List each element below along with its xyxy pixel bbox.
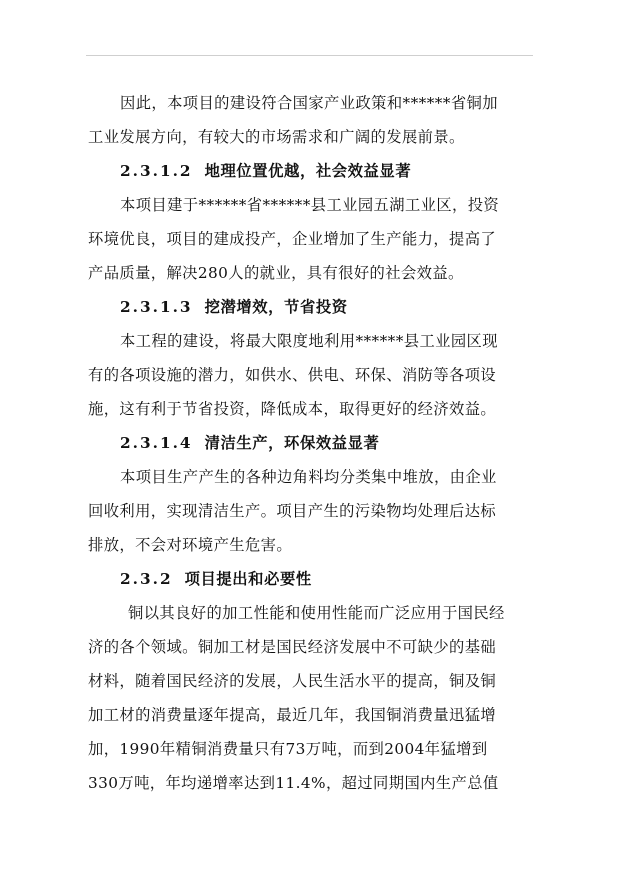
body-line: 330万吨，年均递增率达到11.4%，超过同期国内生产总值 bbox=[88, 774, 499, 792]
section-number: 2.3.1.2 bbox=[120, 162, 193, 180]
header-rule bbox=[86, 55, 533, 56]
body-line: 本项目生产产生的各种边角料均分类集中堆放，由企业 bbox=[120, 468, 497, 486]
section-title: 清洁生产，环保效益显著 bbox=[204, 434, 380, 452]
body-line: 产品质量，解决280人的就业，具有很好的社会效益。 bbox=[88, 264, 464, 282]
body-line: 因此，本项目的建设符合国家产业政策和******省铜加 bbox=[120, 94, 498, 112]
section-number: 2.3.1.4 bbox=[120, 434, 193, 452]
body-line: 本工程的建设，将最大限度地利用******县工业园区现 bbox=[120, 332, 498, 350]
section-heading bbox=[88, 562, 534, 596]
body-line: 本项目建于******省******县工业园五湖工业区，投资 bbox=[120, 196, 500, 214]
body-line: 济的各个领域。铜加工材是国民经济发展中不可缺少的基础 bbox=[88, 638, 497, 656]
section-title: 项目提出和必要性 bbox=[184, 570, 312, 588]
document-body bbox=[88, 86, 534, 800]
section-heading bbox=[88, 426, 534, 460]
body-line: 回收利用，实现清洁生产。项目产生的污染物均处理后达标 bbox=[88, 502, 497, 520]
body-line: 施，这有利于节省投资，降低成本，取得更好的经济效益。 bbox=[88, 400, 497, 418]
body-line: 环境优良，项目的建成投产，企业增加了生产能力，提高了 bbox=[88, 230, 497, 248]
section-number: 2.3.2 bbox=[120, 570, 173, 588]
body-line: 材料，随着国民经济的发展，人民生活水平的提高，铜及铜 bbox=[88, 672, 497, 690]
section-title: 地理位置优越，社会效益显著 bbox=[204, 162, 412, 180]
body-line: 加，1990年精铜消费量只有73万吨，而到2004年猛增到 bbox=[88, 740, 488, 758]
body-line: 铜以其良好的加工性能和使用性能而广泛应用于国民经 bbox=[128, 604, 505, 622]
body-line: 加工材的消费量逐年提高，最近几年，我国铜消费量迅猛增 bbox=[88, 706, 497, 724]
body-line: 工业发展方向，有较大的市场需求和广阔的发展前景。 bbox=[88, 128, 465, 146]
section-heading bbox=[88, 154, 534, 188]
body-line: 有的各项设施的潜力，如供水、供电、环保、消防等各项设 bbox=[88, 366, 497, 384]
body-line: 排放，不会对环境产生危害。 bbox=[88, 536, 293, 554]
section-title: 挖潜增效，节省投资 bbox=[204, 298, 348, 316]
section-heading bbox=[88, 290, 534, 324]
section-number: 2.3.1.3 bbox=[120, 298, 193, 316]
